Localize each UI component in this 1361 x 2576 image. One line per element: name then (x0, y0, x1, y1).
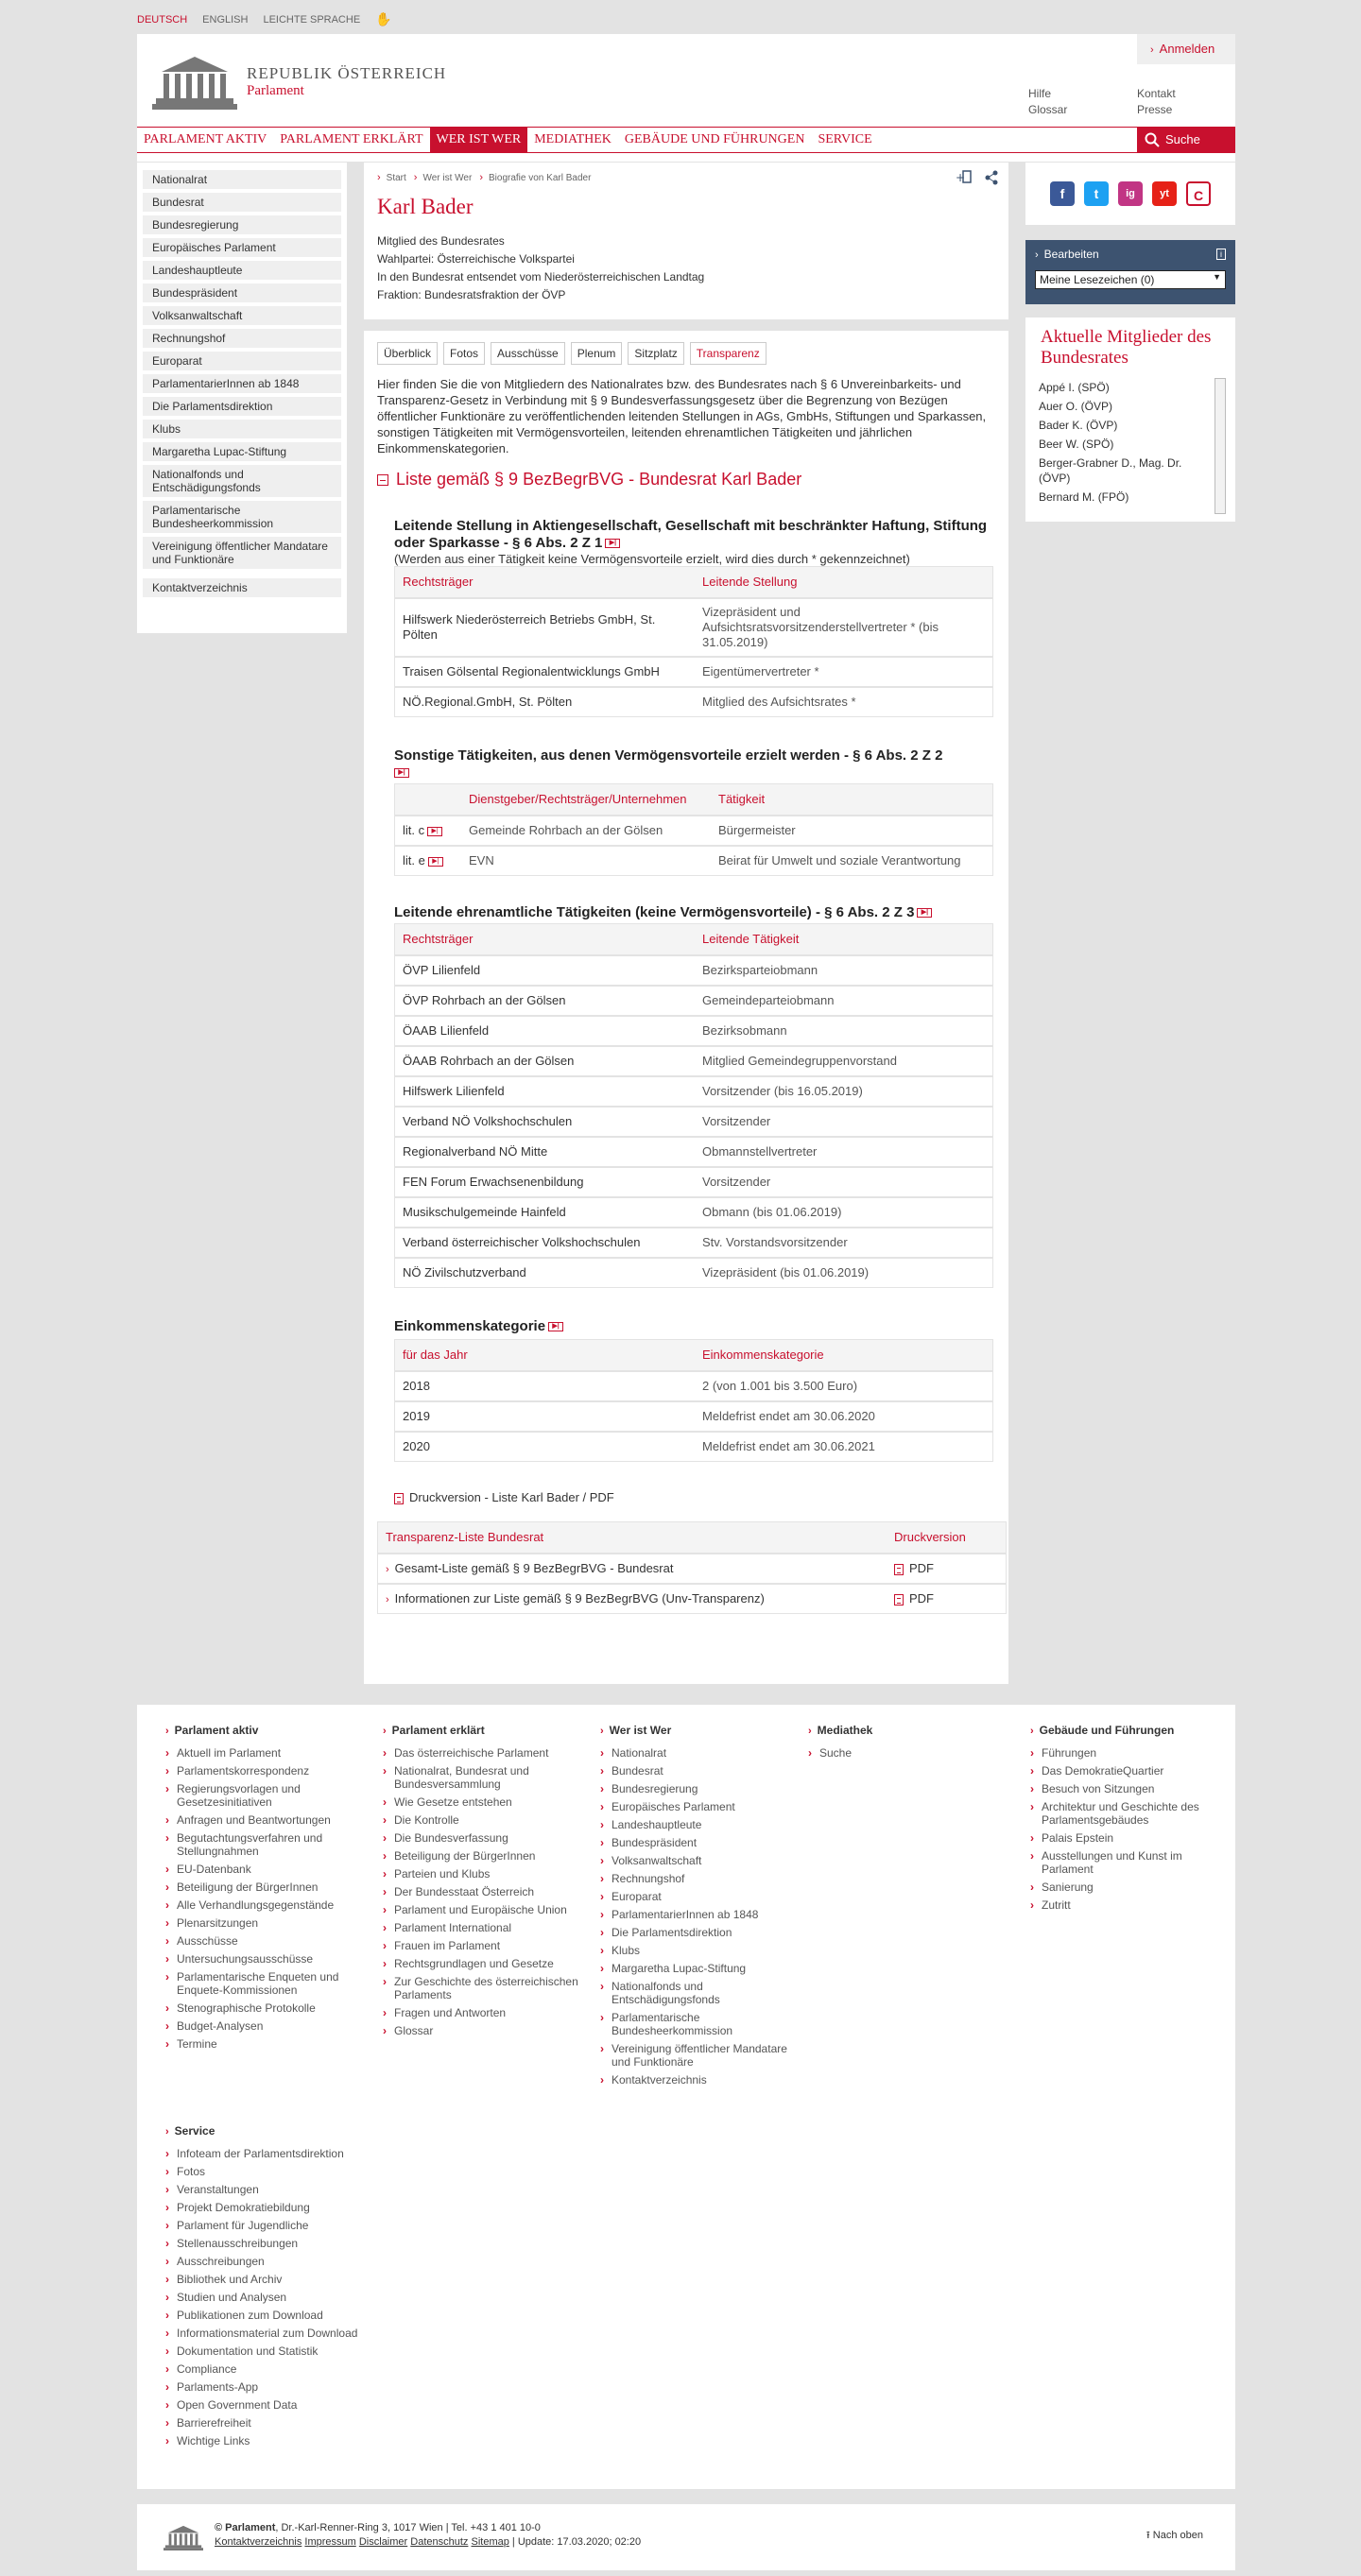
section-toggle[interactable] (377, 470, 995, 489)
breadcrumb-current: › Biografie von Karl Bader (479, 172, 592, 183)
footer-link[interactable]: › Europarat (600, 1890, 799, 1903)
footer-link[interactable]: › Vereinigung öffentlicher Mandatare und Funktionäre (600, 2042, 799, 2069)
footer-link[interactable]: › Die Kontrolle (383, 1813, 581, 1827)
footer (137, 1705, 1235, 2489)
table-row: Verband österreichischer Volkshochschulen Stv. Vorstandsvorsitzender (395, 1227, 992, 1257)
parliament-logo-icon (152, 51, 237, 112)
footer-link[interactable]: › Frauen im Parlament (383, 1939, 581, 1952)
nav-gebaeude[interactable]: GEBÄUDE UND FÜHRUNGEN (624, 132, 805, 146)
table-row: ÖAAB Lilienfeld Bezirksobmann (395, 1015, 992, 1045)
sidebar (137, 163, 347, 633)
sidebar-item-nationalrat[interactable]: Nationalrat (143, 170, 341, 189)
table-row: Hilfswerk Niederösterreich Betriebs GmbH, St. Pölten Vizepräsident und Aufsichtsratsvorsitzenderstellvertreter * (bis 31.05.2019) (395, 597, 992, 656)
info-liste-link[interactable]: › Informationen zur Liste gemäß § 9 BezBegrBVG (Unv-Transparenz) (386, 1590, 765, 1606)
search-label: Suche (1165, 132, 1200, 146)
footer-link[interactable]: › Rechnungshof (600, 1872, 799, 1885)
footer-heading[interactable]: › Parlament aktiv (165, 1724, 259, 1737)
footer-col-gebaeude (1030, 1724, 1229, 1916)
footer-link[interactable]: › Beteiligung der BürgerInnen (383, 1849, 581, 1863)
chevron-down-icon: ▼ (1213, 272, 1221, 282)
person-party: Wahlpartei: Österreichische Volkspartei (377, 252, 575, 266)
nav-wer-ist-wer[interactable]: WER IST WER (430, 128, 528, 152)
table-row: Regionalverband NÖ Mitte Obmannstellvertreter (395, 1136, 992, 1166)
footer-link[interactable]: › Aktuell im Parlament (165, 1746, 364, 1760)
social-links (1025, 163, 1235, 225)
footer-link[interactable]: › Budget-Analysen (165, 2019, 364, 2033)
sidebar-item-lupac-stiftung[interactable]: Margaretha Lupac-Stiftung (143, 442, 341, 461)
footer-link[interactable]: › Stenographische Protokolle (165, 2001, 364, 2015)
facebook-icon[interactable]: f (1050, 181, 1075, 206)
link-sitemap[interactable]: Sitemap (471, 2536, 509, 2548)
transparency-content (364, 331, 1008, 1684)
parliament-logo-icon (164, 2523, 203, 2551)
footer-link[interactable]: › Die Bundesverfassung (383, 1831, 581, 1845)
external-link-icon[interactable]: ▶| (428, 857, 443, 867)
bottom-bar (137, 2504, 1235, 2570)
list-item[interactable]: Berger-Grabner D., Mag. Dr. (ÖVP) (1039, 456, 1182, 485)
login-button[interactable]: › Anmelden (1137, 34, 1235, 64)
person-box (364, 163, 1008, 319)
header (137, 34, 1235, 162)
footer-link[interactable]: › Untersuchungsausschüsse (165, 1952, 364, 1966)
s4-title: Einkommenskategorie ▶| (394, 1318, 995, 1335)
footer-link[interactable]: › Landeshauptleute (600, 1818, 799, 1831)
instagram-icon[interactable]: ig (1118, 181, 1143, 206)
table-row: ÖVP Rohrbach an der Gölsen Gemeindeparteiobmann (395, 985, 992, 1015)
footer-link[interactable]: › Alle Verhandlungsgegenstände (165, 1898, 364, 1912)
link-disclaimer[interactable]: Disclaimer (358, 2536, 408, 2548)
nav-service[interactable]: SERVICE (818, 132, 872, 146)
sidebar-item-bundesheerkommission[interactable]: Parlamentarische Bundesheerkommission (143, 501, 341, 533)
page-title: Karl Bader (377, 195, 474, 218)
table-row: 2020 Meldefrist endet am 30.06.2021 (395, 1431, 992, 1461)
external-link-icon[interactable]: ▶| (917, 908, 932, 918)
footer-link[interactable]: › Das DemokratieQuartier (1030, 1764, 1229, 1777)
footer-link[interactable]: › Parlament für Jugendliche (165, 2219, 364, 2232)
footer-link[interactable]: › Parlament International (383, 1921, 581, 1934)
update-info: | Update: 17.03.2020; 02:20 (511, 2536, 642, 2548)
sidebar-item-klubs[interactable]: Klubs (143, 420, 341, 438)
footer-col-mediathek (808, 1724, 1007, 1764)
external-link-icon[interactable]: ▶| (394, 768, 409, 778)
footer-link[interactable]: › Das österreichische Parlament (383, 1746, 581, 1760)
glossary-link[interactable]: Glossar (1028, 103, 1068, 116)
arrow-up-icon: ⭱ (1146, 2530, 1153, 2541)
footer-link[interactable]: › ParlamentarierInnen ab 1848 (600, 1908, 799, 1921)
footer-link[interactable]: › Volksanwaltschaft (600, 1854, 799, 1867)
logo-line2: Parlament (247, 82, 304, 98)
footer-link[interactable]: › Sanierung (1030, 1880, 1229, 1894)
edit-title: › Bearbeiten (1035, 248, 1099, 261)
tab-sitzplatz[interactable]: Sitzplatz (628, 342, 683, 365)
footer-link[interactable]: › Nationalfonds und Entschädigungsfonds (600, 1980, 799, 2006)
language-bar (137, 11, 392, 27)
footer-link[interactable]: › Nationalrat (600, 1746, 799, 1760)
footer-col-service (165, 2124, 364, 2452)
nav-parlament-erklaert[interactable]: PARLAMENT ERKLÄRT (280, 132, 423, 146)
sidebar-item-vereinigung[interactable]: Vereinigung öffentlicher Mandatare und Funktionäre (143, 537, 341, 569)
intro-text: Hier finden Sie die von Mitgliedern des Nationalrates bzw. des Bundesrates nach § 6 Unvereinbarkeits- und Transparenz-Gesetz in Verbindung mit § 9 Bundesverfassungsgesetz über die Begrenzung von Bezügen öffentlicher Funktionäre zu veröffentlichenden leitenden Stellungen in AGs, GmbHs, Stiftungen und Sparkassen, sonstigen Tätigkeiten mit Vermögensvorteilen, leitenden ehrenamtlichen Tätigkeiten und jährlichen Einkommenskategorien. (377, 377, 987, 455)
footer-link[interactable]: › Ausstellungen und Kunst im Parlament (1030, 1849, 1229, 1876)
twitter-icon[interactable]: t (1084, 181, 1109, 206)
footer-link[interactable]: › Parlament und Europäische Union (383, 1903, 581, 1916)
footer-link[interactable]: › EU-Datenbank (165, 1863, 364, 1876)
search-icon (1145, 132, 1160, 147)
tab-bar (377, 342, 995, 365)
footer-link[interactable]: › Wichtige Links (165, 2434, 364, 2447)
table-header: Rechtsträger Leitende Stellung (395, 567, 992, 597)
gesamt-liste-link[interactable]: › Gesamt-Liste gemäß § 9 BezBegrBVG - Bundesrat (386, 1560, 674, 1575)
nav-parlament-aktiv[interactable]: PARLAMENT AKTIV (144, 132, 267, 146)
footer-link[interactable]: › Bundespräsident (600, 1836, 799, 1849)
breadcrumb (377, 172, 995, 183)
tab-transparenz[interactable]: Transparenz (690, 342, 767, 365)
footer-link[interactable]: › Rechtsgrundlagen und Gesetze (383, 1957, 581, 1970)
external-link-icon[interactable]: ▶| (427, 827, 442, 836)
link-datenschutz[interactable]: Datenschutz (410, 2536, 469, 2548)
footer-heading[interactable]: › Service (165, 2124, 215, 2138)
svg-text:+: + (956, 171, 966, 184)
parlament-app-icon[interactable]: C (1186, 181, 1211, 206)
footer-link[interactable]: › Klubs (600, 1944, 799, 1957)
table-row: NÖ Zivilschutzverband Vizepräsident (bis 01.06.2019) (395, 1257, 992, 1287)
footer-link[interactable]: › Fragen und Antworten (383, 2006, 581, 2019)
footer-link[interactable]: › Suche (808, 1746, 1007, 1760)
s3-table (394, 923, 993, 1288)
sidebar-item-rechnungshof[interactable]: Rechnungshof (143, 329, 341, 348)
pdf-icon (894, 1594, 904, 1606)
members-title: Aktuelle Mitglieder des Bundesrates (1041, 327, 1212, 368)
person-role: Mitglied des Bundesrates (377, 234, 505, 248)
sidebar-item-nationalfonds[interactable]: Nationalfonds und Entschädigungsfonds (143, 465, 341, 497)
members-box (1025, 318, 1235, 522)
bookmark-add-icon[interactable] (956, 170, 973, 185)
footer-col-parlament-aktiv (165, 1724, 364, 2055)
footer-link[interactable]: › Projekt Demokratiebildung (165, 2201, 364, 2214)
person-faction: Fraktion: Bundesratsfraktion der ÖVP (377, 288, 566, 301)
lang-leichte-sprache[interactable]: LEICHTE SPRACHE (263, 13, 361, 26)
tab-fotos[interactable]: Fotos (443, 342, 485, 365)
tab-ausschuesse[interactable]: Ausschüsse (491, 342, 565, 365)
s3-title: Leitende ehrenamtliche Tätigkeiten (keine Vermögensvorteile) - § 6 Abs. 2 Z 3 ▶| (394, 904, 995, 921)
press-link[interactable]: Presse (1137, 103, 1173, 116)
footer-link[interactable]: › Bundesrat (600, 1764, 799, 1777)
footer-col-parlament-erklaert (383, 1724, 581, 2042)
sidebar-item-europaeisches-parlament[interactable]: Europäisches Parlament (143, 238, 341, 257)
tab-plenum[interactable]: Plenum (571, 342, 623, 365)
table-header: Dienstgeber/Rechtsträger/Unternehmen Tätigkeit (395, 784, 992, 815)
person-delegated: In den Bundesrat entsendet vom Niederösterreichischen Landtag (377, 270, 705, 283)
footer-link[interactable]: › Parteien und Klubs (383, 1867, 581, 1880)
search-button[interactable] (1137, 127, 1235, 153)
footer-link[interactable]: › Margaretha Lupac-Stiftung (600, 1962, 799, 1975)
table-header: Rechtsträger Leitende Tätigkeit (395, 924, 992, 954)
footer-link[interactable]: › Der Bundesstaat Österreich (383, 1885, 581, 1898)
tab-ueberblick[interactable]: Überblick (377, 342, 438, 365)
footer-link[interactable]: › Die Parlamentsdirektion (600, 1926, 799, 1939)
pdf-link[interactable]: PDF (887, 1557, 941, 1580)
table-row: lit. e ▶| EVN Beirat für Umwelt und soziale Verantwortung (395, 845, 992, 875)
scrollbar[interactable] (1215, 378, 1226, 514)
footer-link[interactable]: › Ausschreibungen (165, 2255, 364, 2268)
footer-link[interactable]: › Führungen (1030, 1746, 1229, 1760)
collapse-icon (377, 474, 388, 486)
breadcrumb-wer-ist-wer[interactable]: › Wer ist Wer (413, 172, 473, 183)
table-row (378, 1583, 1006, 1613)
external-link-icon[interactable]: ▶| (548, 1322, 563, 1331)
pdf-link[interactable]: PDF (887, 1588, 941, 1610)
contact-link[interactable]: Kontakt (1137, 87, 1176, 100)
sign-language-icon[interactable]: ✋ (375, 11, 392, 26)
footer-link[interactable]: › Europäisches Parlament (600, 1800, 799, 1813)
sidebar-item-kontaktverzeichnis[interactable]: Kontaktverzeichnis (143, 578, 341, 597)
footer-link[interactable]: › Publikationen zum Download (165, 2309, 364, 2322)
footer-link[interactable]: › Palais Epstein (1030, 1831, 1229, 1845)
info-icon[interactable]: i (1216, 249, 1226, 260)
sidebar-item-parlamentarierinnen[interactable]: ParlamentarierInnen ab 1848 (143, 374, 341, 393)
external-link-icon[interactable]: ▶| (605, 539, 620, 548)
footer-link[interactable]: › Beteiligung der BürgerInnen (165, 1880, 364, 1894)
nav-mediathek[interactable]: MEDIATHEK (534, 132, 612, 146)
table-row: Verband NÖ Volkshochschulen Vorsitzender (395, 1106, 992, 1136)
print-link[interactable]: Druckversion - Liste Karl Bader / PDF (394, 1490, 995, 1504)
footer-link[interactable]: › Wie Gesetze entstehen (383, 1795, 581, 1809)
sidebar-item-bundespraesident[interactable]: Bundespräsident (143, 283, 341, 302)
footer-link[interactable]: › Parlamentarische Enqueten und Enquete-Kommissionen (165, 1970, 364, 1997)
list-item[interactable]: Appé I. (SPÖ) (1039, 381, 1110, 394)
footer-link[interactable]: › Architektur und Geschichte des Parlamentsgebäudes (1030, 1800, 1229, 1827)
sidebar-item-parlamentsdirektion[interactable]: Die Parlamentsdirektion (143, 397, 341, 416)
footer-link[interactable]: › Regierungsvorlagen und Gesetzesinitiativen (165, 1782, 364, 1809)
pdf-icon (894, 1564, 904, 1575)
footer-heading[interactable]: › Gebäude und Führungen (1030, 1724, 1175, 1737)
s1-table (394, 566, 993, 717)
footer-link[interactable]: › Barrierefreiheit (165, 2416, 364, 2430)
table-row: Musikschulgemeinde Hainfeld Obmann (bis 01.06.2019) (395, 1196, 992, 1227)
footer-link[interactable]: › Studien und Analysen (165, 2291, 364, 2304)
footer-link[interactable]: › Compliance (165, 2362, 364, 2376)
bookmarks-select[interactable]: Meine Lesezeichen (0) ▼ (1035, 270, 1226, 289)
section-title: Liste gemäß § 9 BezBegrBVG - Bundesrat Karl Bader (396, 470, 802, 489)
share-icon[interactable] (984, 170, 999, 185)
table-row: ÖVP Lilienfeld Bezirksparteiobmann (395, 954, 992, 985)
table-row: Traisen Gölsental Regionalentwicklungs GmbH Eigentümervertreter * (395, 656, 992, 686)
footer-link[interactable]: › Veranstaltungen (165, 2183, 364, 2196)
table-row: ÖAAB Rohrbach an der Gölsen Mitglied Gemeindegruppenvorstand (395, 1045, 992, 1075)
table-row: lit. c ▶| Gemeinde Rohrbach an der Gölsen Bürgermeister (395, 815, 992, 845)
footer-link[interactable]: › Zutritt (1030, 1898, 1229, 1912)
youtube-icon[interactable]: yt (1152, 181, 1177, 206)
table-row (378, 1553, 1006, 1583)
footer-link[interactable]: › Open Government Data (165, 2398, 364, 2412)
footer-link[interactable]: › Termine (165, 2037, 364, 2051)
footer-link[interactable]: › Parlamentarische Bundesheerkommission (600, 2011, 799, 2037)
members-list (1035, 378, 1226, 514)
list-item[interactable]: Auer O. (ÖVP) (1039, 400, 1113, 413)
sidebar-item-europarat[interactable]: Europarat (143, 352, 341, 370)
lang-deutsch[interactable]: DEUTSCH (137, 13, 188, 26)
link-impressum[interactable]: Impressum (304, 2536, 356, 2548)
table-row: NÖ.Regional.GmbH, St. Pölten Mitglied des Aufsichtsrates * (395, 686, 992, 716)
footer-link[interactable]: › Nationalrat, Bundesrat und Bundesversammlung (383, 1764, 581, 1791)
s4-table (394, 1339, 993, 1462)
sidebar-item-bundesregierung[interactable]: Bundesregierung (143, 215, 341, 234)
list-item[interactable]: Bernard M. (FPÖ) (1039, 490, 1129, 504)
login-label: Anmelden (1159, 42, 1215, 56)
table-row: 2018 2 (von 1.001 bis 3.500 Euro) (395, 1370, 992, 1400)
footer-link[interactable]: › Bibliothek und Archiv (165, 2273, 364, 2286)
footer-link[interactable]: › Stellenausschreibungen (165, 2237, 364, 2250)
sidebar-item-landeshauptleute[interactable]: Landeshauptleute (143, 261, 341, 280)
table-row: 2019 Meldefrist endet am 30.06.2020 (395, 1400, 992, 1431)
footer-link[interactable]: › Ausschüsse (165, 1934, 364, 1948)
footer-link[interactable]: › Kontaktverzeichnis (600, 2073, 799, 2087)
back-to-top[interactable]: ⭱ Nach oben (1146, 2530, 1203, 2541)
help-link[interactable]: Hilfe (1028, 87, 1052, 100)
sidebar-item-volksanwaltschaft[interactable]: Volksanwaltschaft (143, 306, 341, 325)
logo[interactable] (152, 51, 446, 112)
breadcrumb-start[interactable]: › Start (377, 172, 406, 183)
footer-link[interactable]: › Plenarsitzungen (165, 1916, 364, 1930)
footer-link[interactable]: › Fotos (165, 2165, 364, 2178)
sidebar-item-bundesrat[interactable]: Bundesrat (143, 193, 341, 212)
meta-links (1028, 87, 1222, 116)
s2-title: Sonstige Tätigkeiten, aus denen Vermögensvorteile erzielt werden - § 6 Abs. 2 Z 2 ▶| (394, 747, 943, 777)
transparency-list-table (377, 1521, 1007, 1614)
org-name: © Parlament (215, 2522, 276, 2533)
footer-link[interactable]: › Dokumentation und Statistik (165, 2344, 364, 2358)
table-header: für das Jahr Einkommenskategorie (395, 1340, 992, 1370)
address: , Dr.-Karl-Renner-Ring 3, 1017 Wien | Tel. +43 1 401 10-0 (275, 2522, 541, 2533)
lang-english[interactable]: ENGLISH (202, 13, 249, 26)
table-header: Transparenz-Liste Bundesrat Druckversion (378, 1522, 1006, 1553)
logo-line1: REPUBLIK ÖSTERREICH (247, 63, 447, 82)
footer-link[interactable]: › Begutachtungsverfahren und Stellungnahmen (165, 1831, 364, 1858)
footer-heading[interactable]: › Parlament erklärt (383, 1724, 485, 1737)
edit-box (1025, 240, 1235, 304)
footer-link[interactable]: › Zur Geschichte des österreichischen Parlaments (383, 1975, 581, 2001)
footer-col-wer-ist-wer (600, 1724, 799, 2091)
list-item[interactable]: Beer W. (SPÖ) (1039, 438, 1114, 451)
table-row: FEN Forum Erwachsenenbildung Vorsitzender (395, 1166, 992, 1196)
footer-link[interactable]: › Besuch von Sitzungen (1030, 1782, 1229, 1795)
s2-table (394, 783, 993, 876)
footer-heading[interactable]: › Mediathek (808, 1724, 873, 1737)
footer-link[interactable]: › Glossar (383, 2024, 581, 2037)
footer-link[interactable]: › Parlamentskorrespondenz (165, 1764, 364, 1777)
list-item[interactable]: Bader K. (ÖVP) (1039, 419, 1118, 432)
footer-link[interactable]: › Informationsmaterial zum Download (165, 2327, 364, 2340)
main-nav (137, 127, 1235, 153)
pdf-icon (394, 1493, 404, 1504)
footer-link[interactable]: › Anfragen und Beantwortungen (165, 1813, 364, 1827)
link-kontaktverzeichnis[interactable]: Kontaktverzeichnis (215, 2536, 302, 2548)
footer-link[interactable]: › Parlaments-App (165, 2380, 364, 2394)
footer-link[interactable]: › Infoteam der Parlamentsdirektion (165, 2147, 364, 2160)
footer-link[interactable]: › Bundesregierung (600, 1782, 799, 1795)
s1-title: Leitende Stellung in Aktiengesellschaft, Gesellschaft mit beschränkter Haftung, Stiftung oder Sparkasse - § 6 Abs. 2 Z 1 ▶| (394, 518, 988, 551)
s1-note: (Werden aus einer Tätigkeit keine Vermögensvorteile erzielt, wird dies durch * gekennzeichnet) (394, 552, 910, 566)
footer-heading[interactable]: › Wer ist Wer (600, 1724, 672, 1737)
table-row: Hilfswerk Lilienfeld Vorsitzender (bis 16.05.2019) (395, 1075, 992, 1106)
